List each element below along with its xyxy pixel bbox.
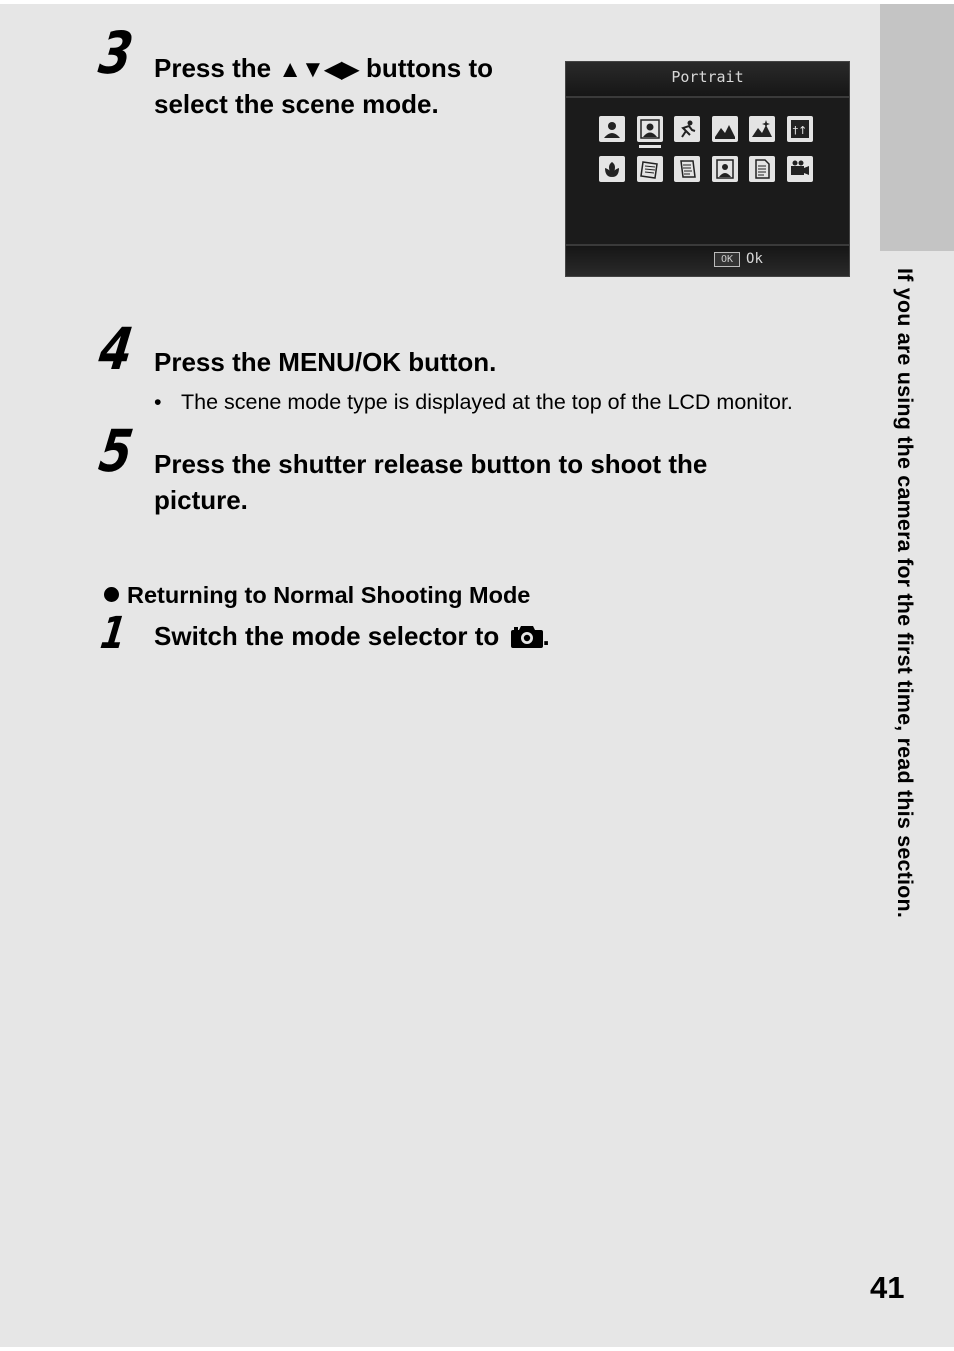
step-3-text-before: Press the: [154, 53, 279, 83]
portrait-icon: [599, 116, 625, 142]
step-5-line1: Press the shutter release button to shoot the: [154, 449, 708, 479]
section-step-1-text: Switch the mode selector to: [154, 621, 507, 651]
step-number-3: 3: [95, 19, 137, 87]
step-5-line2: picture.: [154, 485, 248, 515]
text-mode-icon: [674, 156, 700, 182]
camera-icon: [511, 622, 543, 656]
landscape-icon: [712, 116, 738, 142]
section-tab: [880, 4, 954, 251]
lcd-title: Portrait: [671, 68, 744, 86]
step-number-5: 5: [95, 417, 137, 485]
bullet-circle-icon: [104, 587, 119, 602]
page-number: 41: [870, 1270, 905, 1305]
sports-icon: [674, 116, 700, 142]
movie-icon: [787, 156, 813, 182]
step-4-title: Press the MENU/OK button.: [154, 347, 497, 377]
night-scene-icon: [749, 116, 775, 142]
step-3-text-after: buttons to: [358, 53, 494, 83]
document-icon: [749, 156, 775, 182]
step-3-line2: select the scene mode.: [154, 89, 439, 119]
step-number-4: 4: [95, 315, 137, 383]
step-5-title: [154, 447, 707, 517]
skew-correction-icon: [637, 156, 663, 182]
step-4-note: [154, 390, 793, 415]
face-portrait-icon: [637, 116, 663, 142]
manual-page: [0, 4, 954, 1347]
ok-button-icon: OK: [714, 252, 740, 267]
section-step-1-title: [154, 619, 550, 656]
scene-icon-grid: [599, 116, 813, 182]
svg-text:†↑: †↑: [792, 124, 807, 137]
section-step-1-suffix: .: [542, 621, 550, 651]
high-sensitivity-icon: [787, 116, 813, 142]
lcd-bottom-bar: [566, 244, 849, 276]
section-heading: [104, 582, 530, 609]
lcd-ok-label: Ok: [746, 251, 763, 267]
lcd-ok-hint: [714, 251, 763, 267]
lcd-screen-illustration: [565, 61, 850, 277]
bullet-icon: •: [154, 390, 162, 414]
zoom-macro-icon: [599, 156, 625, 182]
portrait-frame-icon: [712, 156, 738, 182]
step-4-note-text: The scene mode type is displayed at the top of the LCD monitor.: [181, 390, 793, 414]
arrow-buttons-icon: ▲▼◀▶: [278, 56, 359, 83]
section-heading-text: Returning to Normal Shooting Mode: [127, 582, 531, 608]
lcd-title-bar: [566, 62, 849, 98]
step-3-title: [154, 51, 493, 121]
step-number-1: 1: [97, 608, 130, 659]
sidebar-caption: If you are using the camera for the first time, read this section.: [893, 268, 917, 919]
